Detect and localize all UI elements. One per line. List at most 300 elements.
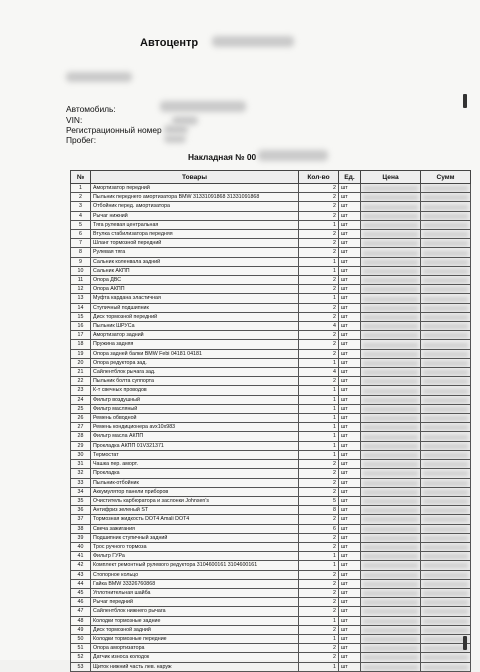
row-sum-redacted — [421, 248, 471, 257]
row-sum-redacted — [421, 404, 471, 413]
row-number: 21 — [71, 368, 91, 377]
table-row — [71, 634, 471, 643]
table-row — [71, 285, 471, 294]
row-unit: шт — [339, 542, 361, 551]
row-number: 22 — [71, 377, 91, 386]
row-item: Гайка BMW 33326760868 — [91, 579, 299, 588]
row-price-redacted — [361, 184, 421, 193]
row-unit: шт — [339, 248, 361, 257]
table-row — [71, 220, 471, 229]
row-number: 39 — [71, 533, 91, 542]
row-item: Сайлентблок нижнего рычага — [91, 607, 299, 616]
row-sum-redacted — [421, 202, 471, 211]
punch-hole-mark — [463, 636, 467, 650]
row-sum-redacted — [421, 193, 471, 202]
row-item: Опора ДВС — [91, 276, 299, 285]
row-unit: шт — [339, 607, 361, 616]
row-unit: шт — [339, 386, 361, 395]
row-unit: шт — [339, 368, 361, 377]
row-price-redacted — [361, 616, 421, 625]
row-price-redacted — [361, 294, 421, 303]
row-item: Амортизатор передний — [91, 184, 299, 193]
row-quantity: 1 — [299, 266, 339, 275]
row-price-redacted — [361, 285, 421, 294]
row-quantity: 2 — [299, 340, 339, 349]
table-row — [71, 294, 471, 303]
row-item: Прокладка АКПП 01V321371 — [91, 441, 299, 450]
redacted-vin — [172, 116, 198, 125]
row-sum-redacted — [421, 349, 471, 358]
table-row — [71, 395, 471, 404]
row-item: Чашка пер. аморт. — [91, 460, 299, 469]
row-sum-redacted — [421, 230, 471, 239]
row-price-redacted — [361, 239, 421, 248]
row-unit: шт — [339, 322, 361, 331]
row-item: Рычаг передний — [91, 598, 299, 607]
row-price-redacted — [361, 230, 421, 239]
table-row — [71, 607, 471, 616]
row-sum-redacted — [421, 506, 471, 515]
row-unit: шт — [339, 331, 361, 340]
row-quantity: 2 — [299, 312, 339, 321]
row-price-redacted — [361, 634, 421, 643]
row-price-redacted — [361, 331, 421, 340]
row-price-redacted — [361, 552, 421, 561]
header-price: Цена — [361, 171, 421, 184]
row-quantity: 2 — [299, 230, 339, 239]
row-unit: шт — [339, 441, 361, 450]
row-unit: шт — [339, 487, 361, 496]
row-unit: шт — [339, 377, 361, 386]
row-number: 24 — [71, 395, 91, 404]
row-unit: шт — [339, 533, 361, 542]
row-price-redacted — [361, 432, 421, 441]
row-unit: шт — [339, 239, 361, 248]
row-unit: шт — [339, 460, 361, 469]
row-sum-redacted — [421, 340, 471, 349]
row-unit: шт — [339, 414, 361, 423]
row-sum-redacted — [421, 432, 471, 441]
table-row — [71, 561, 471, 570]
row-price-redacted — [361, 257, 421, 266]
row-item: Щиток нижний часть лев. наруж — [91, 662, 299, 671]
row-quantity: 2 — [299, 377, 339, 386]
row-item: Термостат — [91, 450, 299, 459]
table-row — [71, 441, 471, 450]
row-unit: шт — [339, 561, 361, 570]
table-row — [71, 248, 471, 257]
row-sum-redacted — [421, 588, 471, 597]
row-price-redacted — [361, 460, 421, 469]
row-item: Уплотнительная шайба — [91, 588, 299, 597]
table-row — [71, 460, 471, 469]
row-sum-redacted — [421, 386, 471, 395]
row-item: Антифриз зеленый ST — [91, 506, 299, 515]
row-number: 6 — [71, 230, 91, 239]
row-item: Опора редуктора зад. — [91, 358, 299, 367]
row-sum-redacted — [421, 579, 471, 588]
row-item: Тормозная жидкость DOT4 Amali DOT4 — [91, 515, 299, 524]
table-row — [71, 625, 471, 634]
row-sum-redacted — [421, 294, 471, 303]
table-row — [71, 340, 471, 349]
row-number: 47 — [71, 607, 91, 616]
row-price-redacted — [361, 644, 421, 653]
row-item: Комплект ремонтный рулевого редуктора 3104600161 3104600161 — [91, 561, 299, 570]
table-header-row — [71, 171, 471, 184]
row-price-redacted — [361, 312, 421, 321]
row-number: 28 — [71, 432, 91, 441]
row-sum-redacted — [421, 220, 471, 229]
row-item: Стопорное кольцо — [91, 570, 299, 579]
row-quantity: 2 — [299, 303, 339, 312]
table-row — [71, 202, 471, 211]
row-item: Прокладка — [91, 469, 299, 478]
row-item: Втулка стабилизатора передняя — [91, 230, 299, 239]
row-number: 7 — [71, 239, 91, 248]
row-quantity: 2 — [299, 625, 339, 634]
row-unit: шт — [339, 524, 361, 533]
row-number: 33 — [71, 478, 91, 487]
row-quantity: 1 — [299, 404, 339, 413]
row-number: 31 — [71, 460, 91, 469]
table-row — [71, 570, 471, 579]
row-item: Подшипник ступичный задний — [91, 533, 299, 542]
row-price-redacted — [361, 349, 421, 358]
row-unit: шт — [339, 625, 361, 634]
row-quantity: 2 — [299, 349, 339, 358]
row-item: Фильтр масла АКПП — [91, 432, 299, 441]
row-quantity: 2 — [299, 644, 339, 653]
row-quantity: 2 — [299, 331, 339, 340]
row-item: К-т свечных проводов — [91, 386, 299, 395]
row-price-redacted — [361, 607, 421, 616]
row-quantity: 2 — [299, 211, 339, 220]
row-sum-redacted — [421, 441, 471, 450]
row-sum-redacted — [421, 395, 471, 404]
row-number: 35 — [71, 496, 91, 505]
row-quantity: 1 — [299, 414, 339, 423]
row-item: Аккумулятор панели приборов — [91, 487, 299, 496]
row-sum-redacted — [421, 607, 471, 616]
row-number: 11 — [71, 276, 91, 285]
row-number: 3 — [71, 202, 91, 211]
row-sum-redacted — [421, 524, 471, 533]
row-price-redacted — [361, 496, 421, 505]
row-unit: шт — [339, 423, 361, 432]
header-goods: Товары — [91, 171, 299, 184]
row-number: 29 — [71, 441, 91, 450]
row-item: Опора АКПП — [91, 285, 299, 294]
row-price-redacted — [361, 377, 421, 386]
row-item: Колодки тормозные передние — [91, 634, 299, 643]
row-item: Пыльник болта суппорта — [91, 377, 299, 386]
row-price-redacted — [361, 340, 421, 349]
row-quantity: 2 — [299, 239, 339, 248]
row-sum-redacted — [421, 184, 471, 193]
row-unit: шт — [339, 653, 361, 662]
row-price-redacted — [361, 358, 421, 367]
row-price-redacted — [361, 211, 421, 220]
row-sum-redacted — [421, 515, 471, 524]
row-sum-redacted — [421, 276, 471, 285]
row-quantity: 2 — [299, 460, 339, 469]
row-number: 43 — [71, 570, 91, 579]
row-number: 12 — [71, 285, 91, 294]
row-price-redacted — [361, 220, 421, 229]
row-price-redacted — [361, 303, 421, 312]
row-number: 16 — [71, 322, 91, 331]
row-number: 53 — [71, 662, 91, 671]
row-number: 36 — [71, 506, 91, 515]
row-sum-redacted — [421, 322, 471, 331]
row-price-redacted — [361, 404, 421, 413]
row-quantity: 4 — [299, 322, 339, 331]
table-row — [71, 193, 471, 202]
row-unit: шт — [339, 634, 361, 643]
row-quantity: 2 — [299, 570, 339, 579]
table-row — [71, 598, 471, 607]
row-item: Свеча зажигания — [91, 524, 299, 533]
row-sum-redacted — [421, 552, 471, 561]
row-price-redacted — [361, 579, 421, 588]
row-quantity: 1 — [299, 561, 339, 570]
row-unit: шт — [339, 303, 361, 312]
table-row — [71, 386, 471, 395]
row-quantity: 1 — [299, 294, 339, 303]
row-unit: шт — [339, 450, 361, 459]
header-quantity: Кол-во — [299, 171, 339, 184]
row-unit: шт — [339, 404, 361, 413]
row-quantity: 2 — [299, 607, 339, 616]
row-price-redacted — [361, 515, 421, 524]
row-item: Фильтр воздушный — [91, 395, 299, 404]
row-quantity: 6 — [299, 524, 339, 533]
table-row — [71, 211, 471, 220]
row-number: 48 — [71, 616, 91, 625]
row-price-redacted — [361, 202, 421, 211]
redacted-company-name — [212, 36, 294, 47]
row-number: 40 — [71, 542, 91, 551]
row-item: Тяга рулевая центральная — [91, 220, 299, 229]
row-price-redacted — [361, 368, 421, 377]
row-number: 32 — [71, 469, 91, 478]
row-price-redacted — [361, 395, 421, 404]
row-sum-redacted — [421, 312, 471, 321]
row-sum-redacted — [421, 285, 471, 294]
row-quantity: 1 — [299, 450, 339, 459]
row-sum-redacted — [421, 414, 471, 423]
row-unit: шт — [339, 285, 361, 294]
row-item: Сайлентблок рычага зад. — [91, 368, 299, 377]
row-number: 18 — [71, 340, 91, 349]
row-quantity: 2 — [299, 184, 339, 193]
row-sum-redacted — [421, 257, 471, 266]
row-unit: шт — [339, 515, 361, 524]
punch-hole-mark — [463, 94, 467, 108]
row-sum-redacted — [421, 469, 471, 478]
row-quantity: 1 — [299, 423, 339, 432]
row-sum-redacted — [421, 211, 471, 220]
row-number: 23 — [71, 386, 91, 395]
row-sum-redacted — [421, 239, 471, 248]
row-quantity: 2 — [299, 285, 339, 294]
row-unit: шт — [339, 230, 361, 239]
row-unit: шт — [339, 312, 361, 321]
row-unit: шт — [339, 193, 361, 202]
row-unit: шт — [339, 588, 361, 597]
table-row — [71, 653, 471, 662]
row-sum-redacted — [421, 561, 471, 570]
row-sum-redacted — [421, 478, 471, 487]
row-price-redacted — [361, 533, 421, 542]
row-item: Ремень обводной — [91, 414, 299, 423]
row-quantity: 2 — [299, 588, 339, 597]
header-unit: Ед. — [339, 171, 361, 184]
header-sum: Сумм — [421, 171, 471, 184]
row-number: 52 — [71, 653, 91, 662]
row-sum-redacted — [421, 368, 471, 377]
table-row — [71, 487, 471, 496]
row-sum-redacted — [421, 653, 471, 662]
row-item: Амортизатор задний — [91, 331, 299, 340]
row-number: 19 — [71, 349, 91, 358]
invoice-table — [70, 170, 471, 672]
row-price-redacted — [361, 386, 421, 395]
row-number: 17 — [71, 331, 91, 340]
row-quantity: 2 — [299, 653, 339, 662]
row-number: 5 — [71, 220, 91, 229]
row-number: 14 — [71, 303, 91, 312]
table-row — [71, 478, 471, 487]
row-item: Сальник АКПП — [91, 266, 299, 275]
row-number: 15 — [71, 312, 91, 321]
table-row — [71, 331, 471, 340]
table-row — [71, 230, 471, 239]
table-row — [71, 515, 471, 524]
row-number: 38 — [71, 524, 91, 533]
row-price-redacted — [361, 248, 421, 257]
table-row — [71, 644, 471, 653]
row-price-redacted — [361, 598, 421, 607]
row-price-redacted — [361, 625, 421, 634]
row-price-redacted — [361, 469, 421, 478]
row-unit: шт — [339, 184, 361, 193]
row-sum-redacted — [421, 450, 471, 459]
row-item: Пыльник ШРУСа — [91, 322, 299, 331]
header-number: № — [71, 171, 91, 184]
row-price-redacted — [361, 570, 421, 579]
row-unit: шт — [339, 349, 361, 358]
row-quantity: 2 — [299, 469, 339, 478]
row-unit: шт — [339, 570, 361, 579]
row-unit: шт — [339, 432, 361, 441]
row-quantity: 2 — [299, 487, 339, 496]
row-unit: шт — [339, 662, 361, 671]
row-quantity: 2 — [299, 542, 339, 551]
row-item: Диск тормозной задний — [91, 625, 299, 634]
row-quantity: 2 — [299, 248, 339, 257]
row-price-redacted — [361, 276, 421, 285]
row-price-redacted — [361, 662, 421, 671]
row-price-redacted — [361, 266, 421, 275]
table-row — [71, 349, 471, 358]
row-quantity: 1 — [299, 634, 339, 643]
row-unit: шт — [339, 358, 361, 367]
row-unit: шт — [339, 644, 361, 653]
row-unit: шт — [339, 202, 361, 211]
table-row — [71, 257, 471, 266]
row-sum-redacted — [421, 331, 471, 340]
row-sum-redacted — [421, 358, 471, 367]
table-row — [71, 184, 471, 193]
table-row — [71, 588, 471, 597]
row-quantity: 5 — [299, 496, 339, 505]
table-row — [71, 469, 471, 478]
table-row — [71, 432, 471, 441]
row-number: 44 — [71, 579, 91, 588]
row-number: 10 — [71, 266, 91, 275]
row-quantity: 1 — [299, 662, 339, 671]
row-price-redacted — [361, 322, 421, 331]
row-unit: шт — [339, 598, 361, 607]
table-row — [71, 506, 471, 515]
row-quantity: 8 — [299, 506, 339, 515]
table-row — [71, 303, 471, 312]
row-price-redacted — [361, 506, 421, 515]
table-body — [71, 184, 471, 672]
table-row — [71, 239, 471, 248]
row-item: Опора амортизатора — [91, 644, 299, 653]
row-sum-redacted — [421, 542, 471, 551]
row-unit: шт — [339, 552, 361, 561]
row-sum-redacted — [421, 487, 471, 496]
row-unit: шт — [339, 469, 361, 478]
row-item: Пыльник переднего амортизатора BMW 31331091868 31331091868 — [91, 193, 299, 202]
row-unit: шт — [339, 478, 361, 487]
table-row — [71, 579, 471, 588]
row-number: 13 — [71, 294, 91, 303]
table-row — [71, 322, 471, 331]
row-number: 27 — [71, 423, 91, 432]
row-item: Трос ручного тормоза — [91, 542, 299, 551]
row-item: Фильтр масляный — [91, 404, 299, 413]
row-sum-redacted — [421, 423, 471, 432]
row-unit: шт — [339, 257, 361, 266]
table-row — [71, 542, 471, 551]
redacted-mileage — [164, 135, 186, 143]
row-sum-redacted — [421, 460, 471, 469]
row-quantity: 1 — [299, 257, 339, 266]
row-sum-redacted — [421, 533, 471, 542]
row-number: 42 — [71, 561, 91, 570]
row-price-redacted — [361, 478, 421, 487]
row-unit: шт — [339, 220, 361, 229]
row-price-redacted — [361, 441, 421, 450]
row-price-redacted — [361, 561, 421, 570]
table-row — [71, 276, 471, 285]
row-quantity: 1 — [299, 358, 339, 367]
row-quantity: 2 — [299, 598, 339, 607]
row-item: Опора задней балки BMW Febi 04181 04181 — [91, 349, 299, 358]
row-quantity: 2 — [299, 579, 339, 588]
row-price-redacted — [361, 653, 421, 662]
row-price-redacted — [361, 542, 421, 551]
row-sum-redacted — [421, 616, 471, 625]
row-sum-redacted — [421, 662, 471, 671]
row-number: 51 — [71, 644, 91, 653]
row-quantity: 1 — [299, 616, 339, 625]
